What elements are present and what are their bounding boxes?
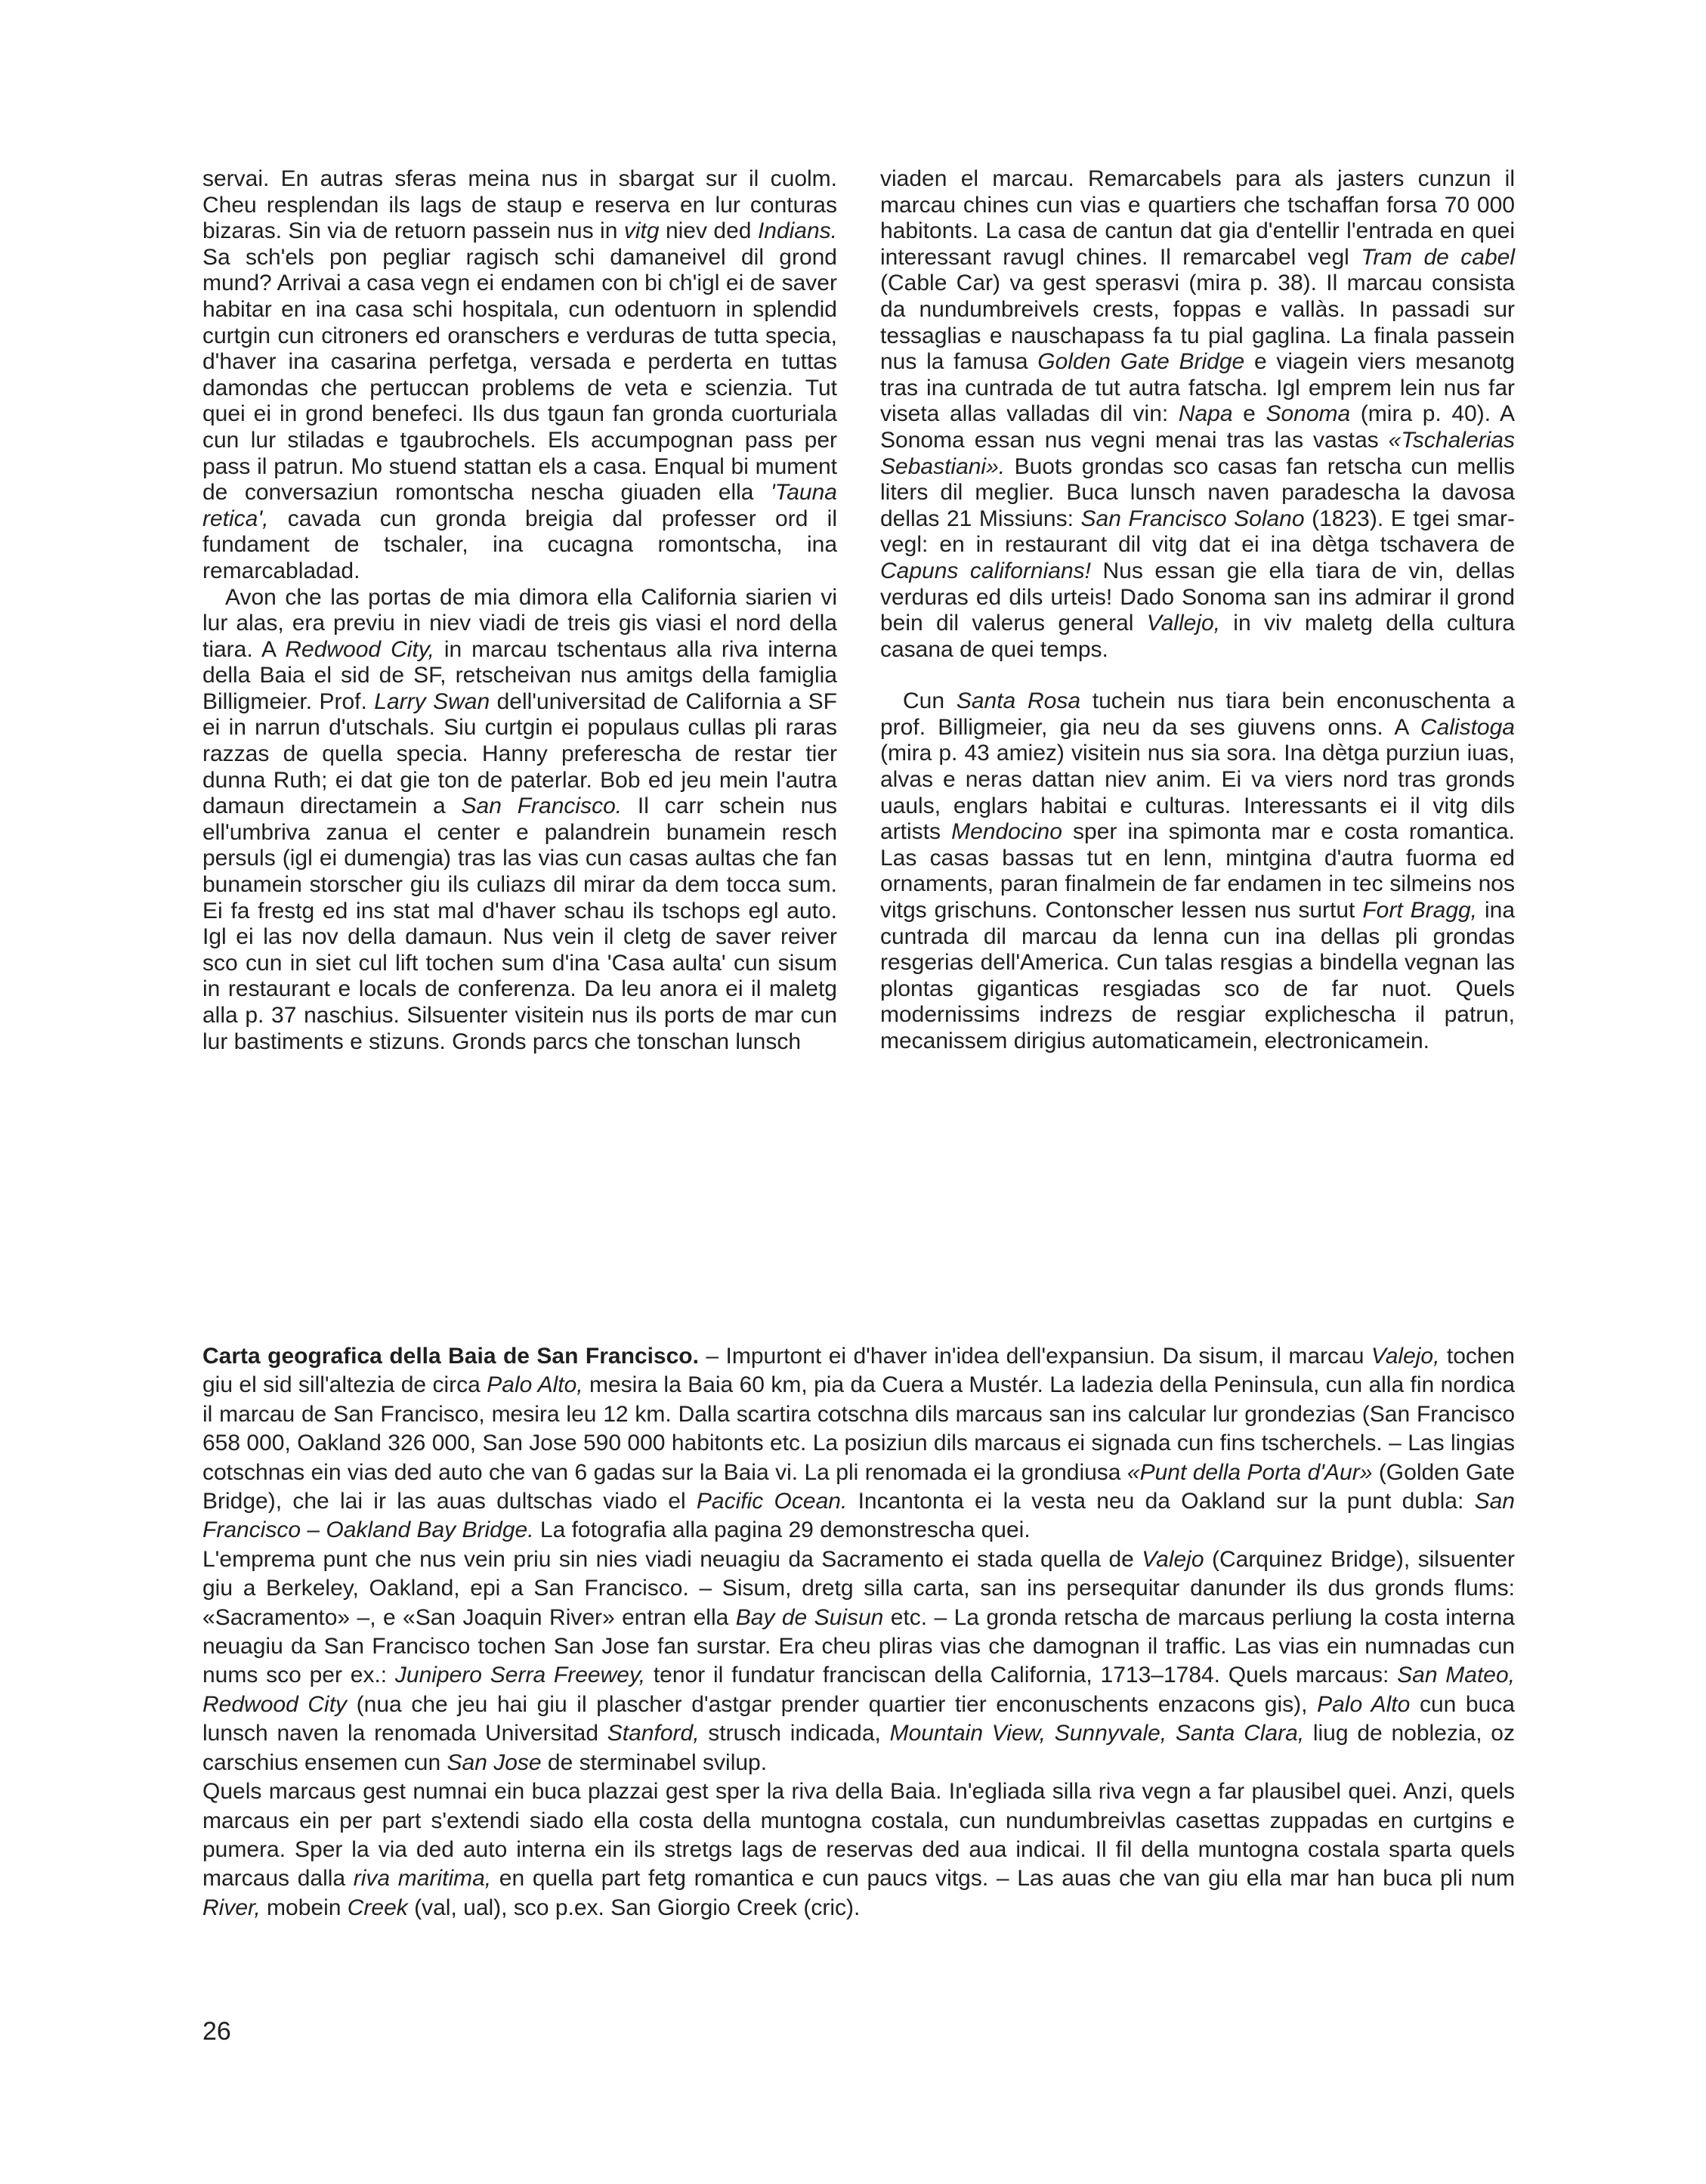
caption-paragraph [202, 1342, 1515, 1545]
italic-text-run: Creek [347, 1895, 408, 1920]
italic-text-run: Sonoma [1266, 401, 1351, 427]
text-run: La fotografia alla pagina 29 demonstrescha quei. [533, 1517, 1031, 1543]
text-run: L'emprema punt che nus vein priu sin nies viadi neuagiu da Sacramento ei stada quella de [202, 1546, 1142, 1572]
text-run: (nua che jeu hai giu il plascher d'astgar prender quartier tier enconuschents enzacons gis), [347, 1691, 1318, 1717]
text-run: mesira la Baia 60 km, pia da Cuera a Mustér. La ladezia della Peninsula, cun alla fin nordica il marcau de San Francisco, mesira leu 12 km. Dalla scartira cotschna dils marcaus san ins calcular lur grondezias (San Francisco 658 000, Oakland 326 000, San Jose 590 000 habitonts etc. La posiziun dils marcaus ei signada cun fins tscherchels. – Las lingias cotschnas ein vias ded auto che van 6 gadas sur la Baia vi. La pli renomada ei la grondiusa [202, 1372, 1516, 1485]
text-run: ina cuntrada dil marcau da lenna cun ina dellas pli grondas resgerias dell'America. Cun talas resgias a bindella vegnan las plontas giganticas resgiadas sco de far nuot. Quels modernissims indrezs de resgiar explichescha il patrun, mecanissem dirigius automaticamein, electronicamein. [880, 898, 1516, 1053]
text-run: Avon che las portas de mia dimora ella California siarien vi lur alas, era previu in niev viadi de treis gis viasi el nord della tiara. A [202, 584, 837, 662]
text-run: de sterminabel svilup. [541, 1749, 768, 1775]
text-run: Quels marcaus gest numnai ein buca plazzai gest sper la riva della Baia. In'egliada silla riva vegn a far plausibel quei. Anzi, quels marcaus ein per part s'extendi siado ella costa della muntogna costala, cun nundumbreivlas casettas zuppadas en curtgins e pumera. Sper la via ded auto interna ein ils stretgs lags de reservas ded aua indicai. Il fil della muntogna costala sparta quels marcaus dalla [202, 1779, 1515, 1892]
italic-text-run: Mountain View, Sunnyvale, Santa Clara, [889, 1721, 1305, 1746]
italic-text-run: Napa [1178, 401, 1233, 427]
italic-text-run: Golden Gate Bridge [1037, 349, 1245, 375]
italic-text-run: Calistoga [1420, 714, 1515, 740]
italic-text-run: San Francisco – Oakland Bay Bridge. [202, 1489, 1515, 1543]
italic-text-run: San Francisco Solano [1080, 506, 1305, 531]
text-run: tuchein nus tiara bein enconuschenta a prof. Billigmeier, gia neu da ses giuvens onns. A [880, 688, 1515, 740]
text-run: Cun [903, 688, 957, 714]
italic-text-run: Indians. [757, 218, 838, 244]
text-run: en quella part fetg romantica e cun paucs vitgs. – Las auas che van giu ella mar han buca pli num [491, 1866, 1515, 1892]
text-run: Nus essan gie ella tiara de vin, dellas verduras ed dils urteis! Dado Sonoma san ins admirar il grond bein dil valerus general [880, 558, 1515, 636]
paragraph [202, 585, 837, 1056]
italic-text-run: Junipero Serra Freewey, [394, 1663, 646, 1688]
text-run: Buots grondas sco casas fan retscha cun mellis liters dil meglier. Buca lunsch naven paradescha la davosa dellas 21 Missiuns: [880, 453, 1515, 531]
italic-text-run: «Punt della Porta d'Aur» [1127, 1459, 1373, 1485]
text-run: (mira p. 43 amiez) visitein nus sia sora. Ina dètga purziun iuas, alvas e neras dattan niev anim. Ei va viers nord tras gronds uauls, englars habitai e culturas. Interessants ei il vitg dils artists [880, 741, 1515, 845]
italic-text-run: Santa Rosa [956, 688, 1081, 714]
text-run: niev ded [659, 218, 758, 244]
text-run: cun buca lunsch naven la renomada Universitad [202, 1691, 1515, 1746]
text-run: strusch indicada, [699, 1721, 890, 1746]
italic-text-run: Palo Alto, [487, 1372, 583, 1398]
italic-text-run: 'Tauna retica', [202, 480, 837, 531]
text-run: (mira p. 40). A Sonoma essan nus vegni menai tras las vastas [880, 401, 1515, 453]
text-run: Sa sch'els pon pegliar ragisch schi damaneivel dil grond mund? Arrivai a casa vegn ei endamen con bi ch'igl ei de saver habitar en ina casa schi hospitala, cun odentuorn in splendid curtgin cun citroners ed oranschers e verduras de tutta specia, d'haver ina casarina perfetga, versada e perderta en tuttas damondas che pertuccan problems de veta e scienzia. Tut quei ei in grond benefeci. Ils dus tgaun fan gronda cuorturiala cun lur stiladas e tgaubrochels. Els accumpognan pass per pass il patrun. Mo stuend stattan els a casa. Enqual bi mument de conversaziun romontscha nescha giuaden ella [202, 244, 837, 506]
text-run: dell'universitad de California a SF ei in narrun d'utschals. Siu curtgin ei populaus cullas pli raras razzas de quella specia. Hanny preferescha de restar tier dunna Ruth; ei dat gie ton de paterlar. Bob ed jeu mein l'autra damaun directamein a [202, 688, 837, 819]
page-number: 26 [202, 2017, 231, 2046]
paragraph [880, 688, 1515, 1054]
text-run: sper ina spimonta mar e costa romantica. Las casas bassas tut en lenn, mintgina d'autra fuorma ed ornaments, paran finalmein de far endamen in tec silmeins nos vitgs grischuns. Contonscher lessen nus surtut [880, 819, 1515, 923]
left-text-column [202, 166, 837, 1055]
text-run: – Impurtont ei d'haver in'idea dell'expansiun. Da sisum, il marcau [698, 1344, 1371, 1369]
italic-text-run: Stanford, [607, 1721, 700, 1746]
italic-text-run: Valejo [1142, 1546, 1204, 1572]
italic-text-run: San Francisco. [461, 793, 623, 819]
text-run: cavada cun gronda breigia dal professer ord il fundament de tschaler, ina cucagna romontscha, ina remarcabladad. [202, 506, 837, 583]
paragraph [202, 166, 837, 585]
text-run: mobein [260, 1895, 348, 1920]
italic-text-run: San Mateo, Redwood City [202, 1663, 1516, 1717]
text-run: etc. – La gronda retscha de marcaus perliung la costa interna neuagiu da San Francisco tochen San Jose fan surstar. Era cheu pliras vias che damognan il traffic. Las vias ein numnadas cun nums sco per ex.: [202, 1604, 1515, 1688]
italic-text-run: Redwood City, [285, 636, 434, 662]
italic-text-run: Palo Alto [1317, 1691, 1411, 1717]
italic-text-run: Larry Swan [374, 688, 490, 714]
text-run: in marcau tschentaus alla riva interna della Baia el sid de SF, retscheivan nus amitgs della famiglia Billigmeier. Prof. [202, 636, 837, 714]
italic-text-run: «Tschalerias Sebastiani». [880, 427, 1515, 479]
italic-text-run: River, [202, 1895, 261, 1920]
text-run: e viagein viers mesanotg tras ina cuntrada de tut autra fatscha. Igl emprem lein nus far viseta allas valladas dil vin: [880, 349, 1515, 427]
text-run: tenor il fundatur franciscan della California, 1713–1784. Quels marcaus: [645, 1663, 1398, 1688]
text-run: Il carr schein nus ell'umbriva zanua el center e palandrein bunamein resch persuls (igl ei dumengia) tras las vias cun casas aultas che fan bunamein storscher giu ils culiazs dil mirar da dem tocca sum. Ei fa frestg ed ins stat mal d'haver schau ils tschops egl auto. Igl ei las nov della damaun. Nus vein il cletg de saver reiver sco cun in siet cul lift tochen sum d'ina 'Casa aulta' cun sisum in restaurant e locals de conferenza. Da leu anora ei il maletg alla p. 37 naschius. Silsuenter visitein nus ils ports de mar cun lur bastiments e stizuns. Gronds parcs che tonschan lunsch [202, 793, 838, 1054]
caption-paragraph [202, 1777, 1515, 1923]
italic-text-run: vitg [623, 218, 660, 244]
italic-text-run: Bay de Suisun [735, 1604, 884, 1630]
paragraph [880, 166, 1515, 663]
text-run: tochen giu el sid sill'altezia de circa [202, 1344, 1515, 1398]
map-caption [202, 1342, 1515, 1923]
caption-paragraph [202, 1545, 1515, 1777]
text-run: e [1232, 401, 1266, 427]
italic-text-run: Vallejo, [1146, 611, 1220, 636]
text-run: (Golden Gate Bridge), che lai ir las auas dultschas viado el [202, 1459, 1515, 1514]
text-run: in viv maletg della cultura casana de quei temps. [880, 611, 1515, 662]
italic-text-run: Pacific Ocean. [696, 1489, 848, 1514]
text-run: (Cable Car) va gest sperasvi (mira p. 38). Il marcau consista da nundumbreivels crests, foppas e vallàs. In passadi sur tessaglias e nauschapass fa tu pial gaglina. La finala passein nus la famusa [880, 271, 1515, 375]
italic-text-run: Tram de cabel [1361, 244, 1515, 270]
italic-text-run: San Jose [447, 1749, 542, 1775]
italic-text-run: riva maritima, [353, 1866, 492, 1892]
text-run: (1823). E tgei smarvegl: en in restaurant dil vitg dat ei ina dètga tschavera de [880, 506, 1515, 558]
text-run: liug de noblezia, oz carschius ensemen cun [202, 1721, 1515, 1775]
text-run: (Carquinez Bridge), silsuenter giu a Berkeley, Oakland, epi a San Francisco. – Sisum, dretg silla carta, san ins persequitar danunder ils dus gronds flums: «Sacramento» –, e «San Joaquin River» entran ella [202, 1546, 1515, 1630]
text-run: servai. En autras sferas meina nus in sbargat sur il cuolm. Cheu resplendan ils lags de staup e reserva en lur conturas bizaras. Sin via de retuorn passein nus in [202, 166, 837, 244]
text-run: (val, ual), sco p.ex. San Giorgio Creek (cric). [407, 1895, 861, 1920]
italic-text-run: Mendocino [951, 819, 1062, 845]
italic-text-run: Valejo, [1371, 1344, 1440, 1369]
right-text-column [880, 166, 1515, 1055]
italic-text-run: Capuns californians! [880, 558, 1091, 583]
text-run: viaden el marcau. Remarcabels para als jasters cunzun il marcau chines cun vias e quartiers che tschaffan forsa 70 000 habitonts. La casa de cantun dat gia d'entellir l'entrada en quei interessant ravugl chines. Il remarcabel vegl [880, 166, 1515, 270]
italic-text-run: Fort Bragg, [1362, 898, 1478, 923]
text-run: Incantonta ei la vesta neu da Oakland sur la punt dubla: [847, 1489, 1475, 1514]
bold-text-run: Carta geografica della Baia de San Francisco. [202, 1344, 699, 1369]
